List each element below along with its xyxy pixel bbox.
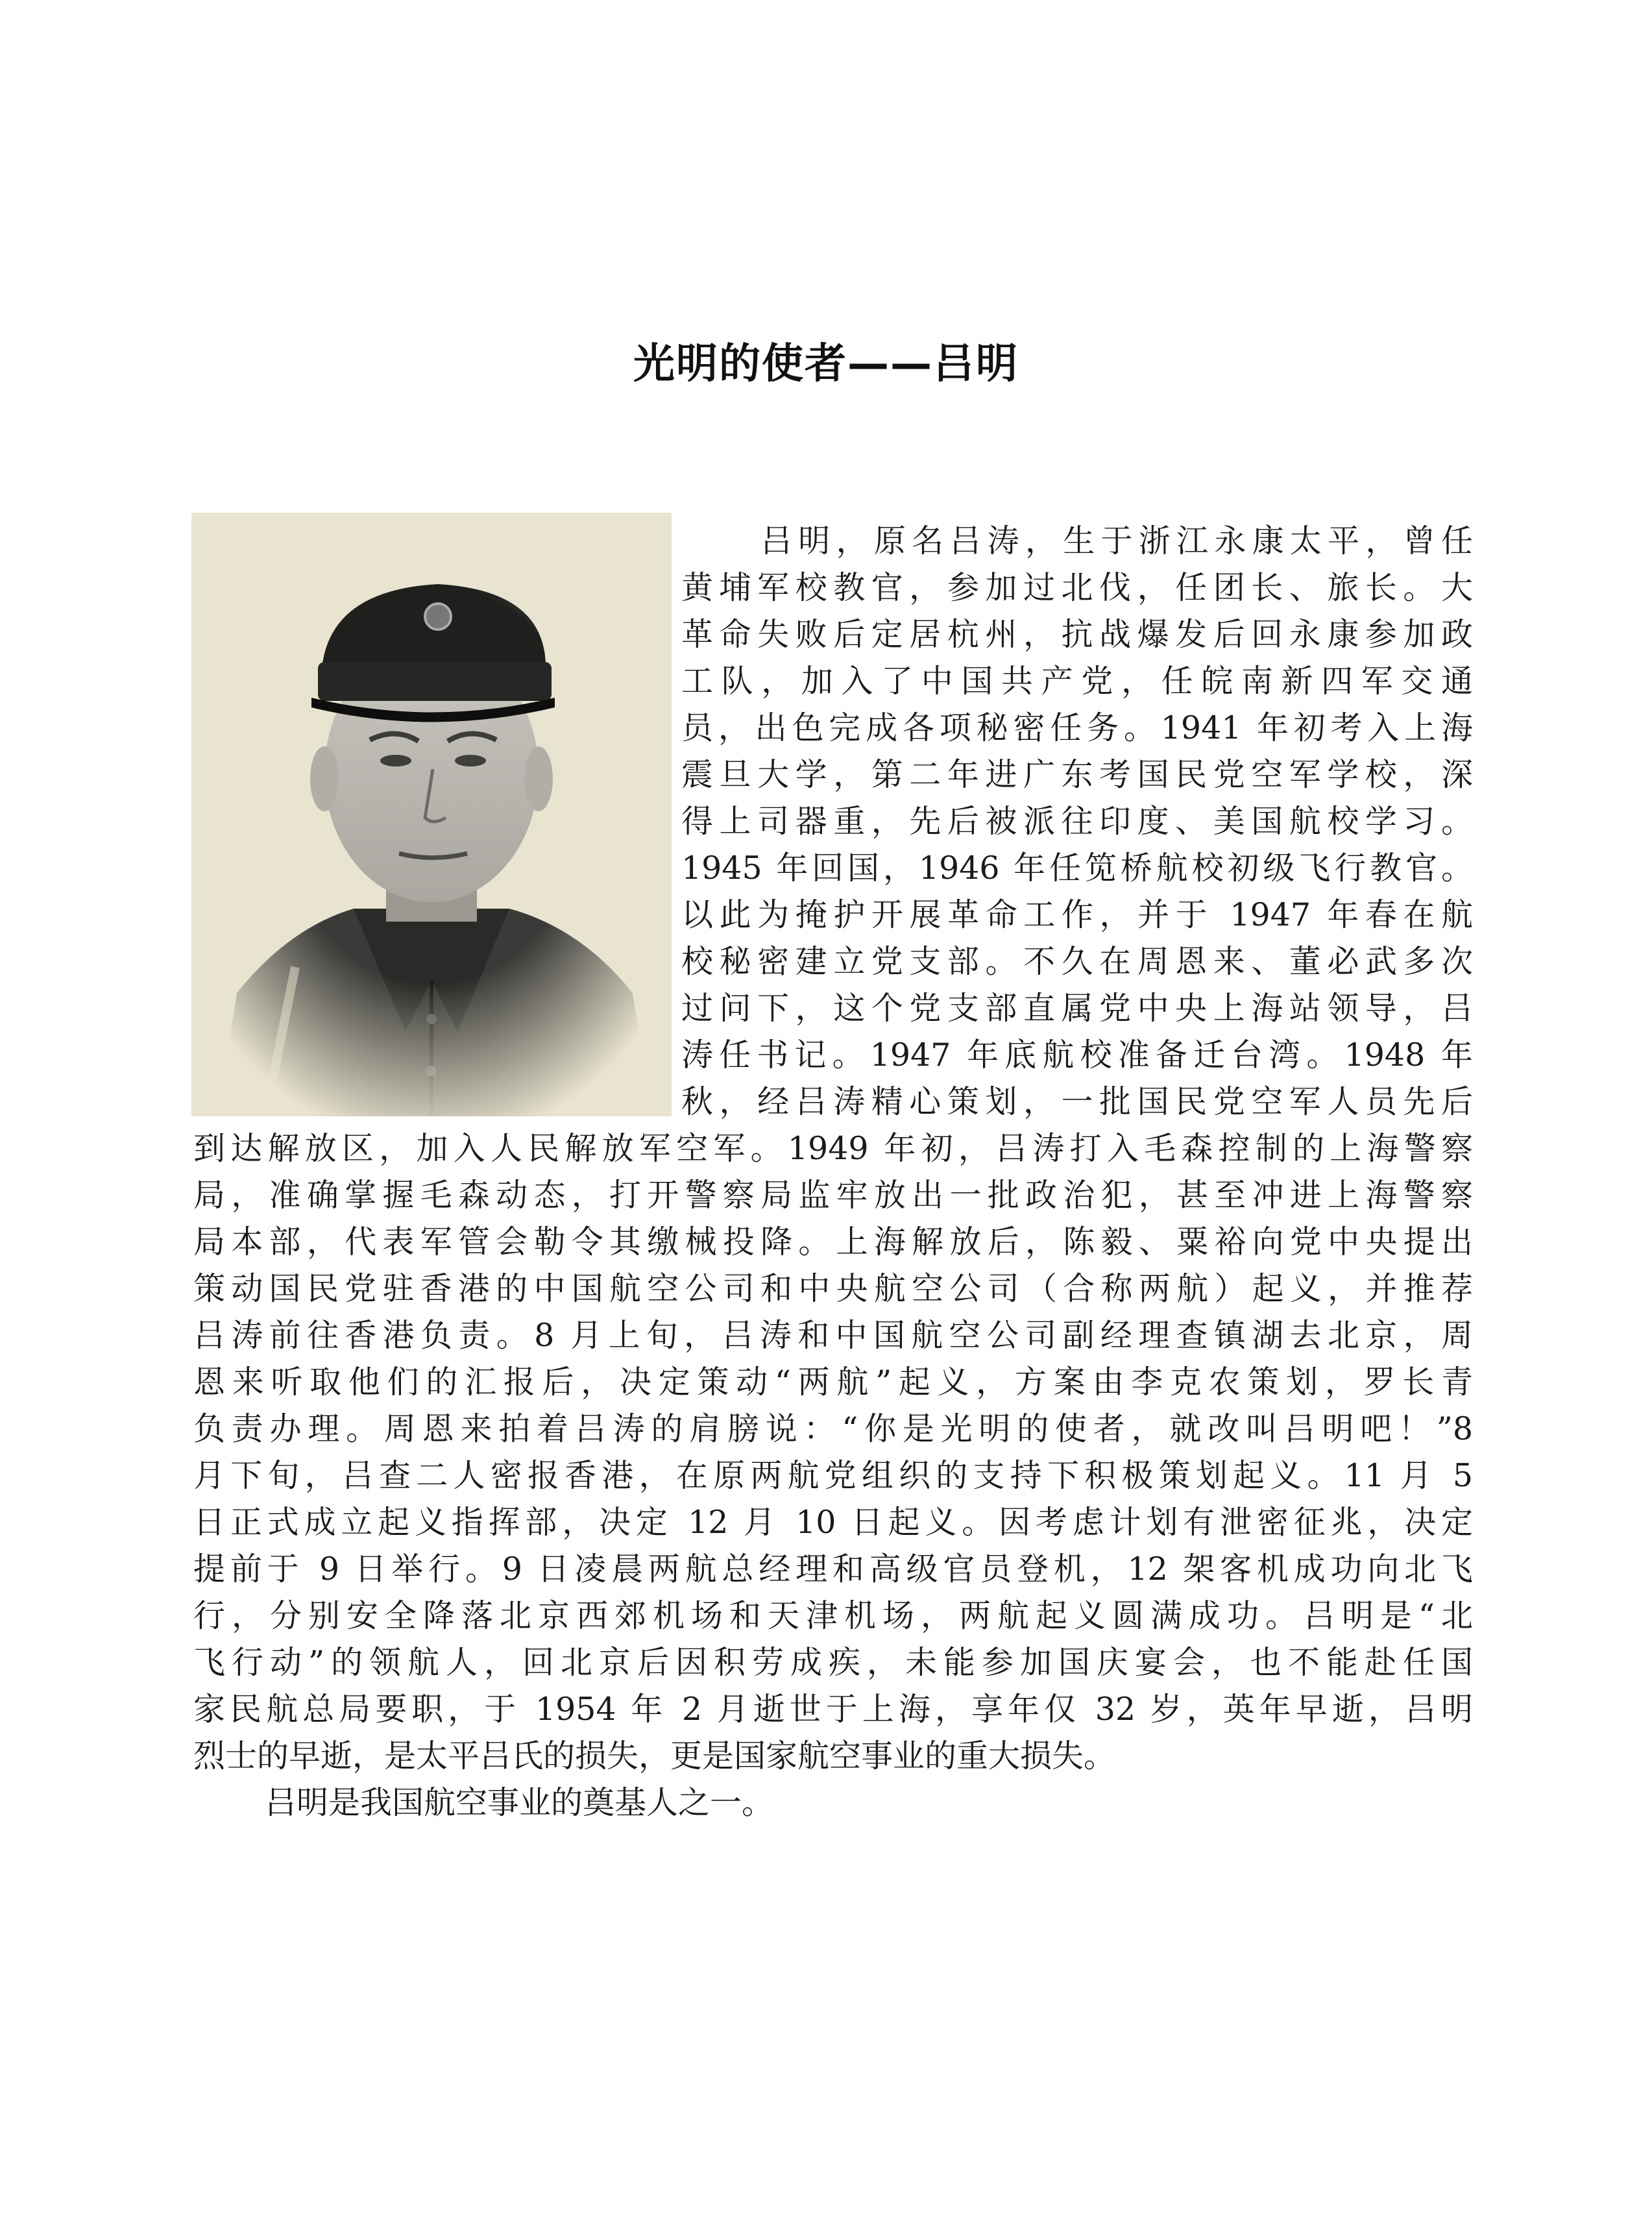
closing-paragraph: 吕明是我国航空事业的奠基人之一。 <box>265 1784 774 1821</box>
paragraph-line: 涛任书记。1947 年底航校准备迁台湾。1948 年 <box>681 1036 1473 1073</box>
paragraph-line: 到达解放区，加入人民解放军空军。1949 年初，吕涛打入毛森控制的上海警察 <box>193 1130 1473 1167</box>
paragraph-line: 工队，加入了中国共产党，任皖南新四军交通 <box>681 663 1473 700</box>
portrait-photo-icon <box>191 513 672 1116</box>
paragraph-line: 烈士的早逝，是太平吕氏的损失，更是国家航空事业的重大损失。 <box>193 1737 1116 1774</box>
paragraph-line: 黄埔军校教官，参加过北伐，任团长、旅长。大 <box>681 569 1473 606</box>
paragraph-line: 恩来听取他们的汇报后，决定策动“两航”起义，方案由李克农策划，罗长青 <box>193 1364 1473 1401</box>
paragraph-line: 得上司器重，先后被派往印度、美国航校学习。 <box>681 803 1473 840</box>
paragraph-line: 秋，经吕涛精心策划，一批国民党空军人员先后 <box>681 1083 1473 1120</box>
page-title: 光明的使者——吕明 <box>633 340 1019 388</box>
paragraph-line: 吕明，原名吕涛，生于浙江永康太平，曾任 <box>760 522 1473 559</box>
paragraph-line: 负责办理。周恩来拍着吕涛的肩膀说：“你是光明的使者，就改叫吕明吧！”8 <box>193 1410 1473 1447</box>
paragraph-line: 震旦大学，第二年进广东考国民党空军学校，深 <box>681 756 1473 793</box>
paragraph-line: 校秘密建立党支部。不久在周恩来、董必武多次 <box>681 943 1473 980</box>
paragraph-line: 行，分别安全降落北京西郊机场和天津机场，两航起义圆满成功。吕明是“北 <box>193 1597 1473 1634</box>
paragraph-line: 策动国民党驻香港的中国航空公司和中央航空公司（合称两航）起义，并推荐 <box>193 1270 1473 1307</box>
paragraph-line: 日正式成立起义指挥部，决定 12 月 10 日起义。因考虑计划有泄密征兆，决定 <box>193 1504 1473 1541</box>
paragraph-line: 提前于 9 日举行。9 日凌晨两航总经理和高级官员登机，12 架客机成功向北飞 <box>193 1551 1473 1588</box>
portrait-photo <box>191 513 672 1116</box>
paragraph-line: 吕涛前往香港负责。8 月上旬，吕涛和中国航空公司副经理查镇湖去北京，周 <box>193 1317 1473 1354</box>
paragraph-line: 飞行动”的领航人，回北京后因积劳成疾，未能参加国庆宴会，也不能赴任国 <box>193 1644 1473 1681</box>
paragraph-line: 1945 年回国，1946 年任笕桥航校初级飞行教官。 <box>681 850 1473 887</box>
paragraph-line: 员，出色完成各项秘密任务。1941 年初考入上海 <box>681 709 1473 746</box>
paragraph-line: 家民航总局要职，于 1954 年 2 月逝世于上海，享年仅 32 岁，英年早逝，吕明 <box>193 1691 1473 1728</box>
paragraph-line: 革命失败后定居杭州，抗战爆发后回永康参加政 <box>681 616 1473 653</box>
paragraph-line: 月下旬，吕查二人密报香港，在原两航党组织的支持下积极策划起义。11 月 5 <box>193 1457 1473 1494</box>
paragraph-line: 局，准确掌握毛森动态，打开警察局监牢放出一批政治犯，甚至冲进上海警察 <box>193 1177 1473 1214</box>
paragraph-line: 过问下，这个党支部直属党中央上海站领导，吕 <box>681 990 1473 1027</box>
paragraph-line: 以此为掩护开展革命工作，并于 1947 年春在航 <box>681 896 1473 933</box>
paragraph-line: 局本部，代表军管会勒令其缴械投降。上海解放后，陈毅、粟裕向党中央提出 <box>193 1223 1473 1260</box>
